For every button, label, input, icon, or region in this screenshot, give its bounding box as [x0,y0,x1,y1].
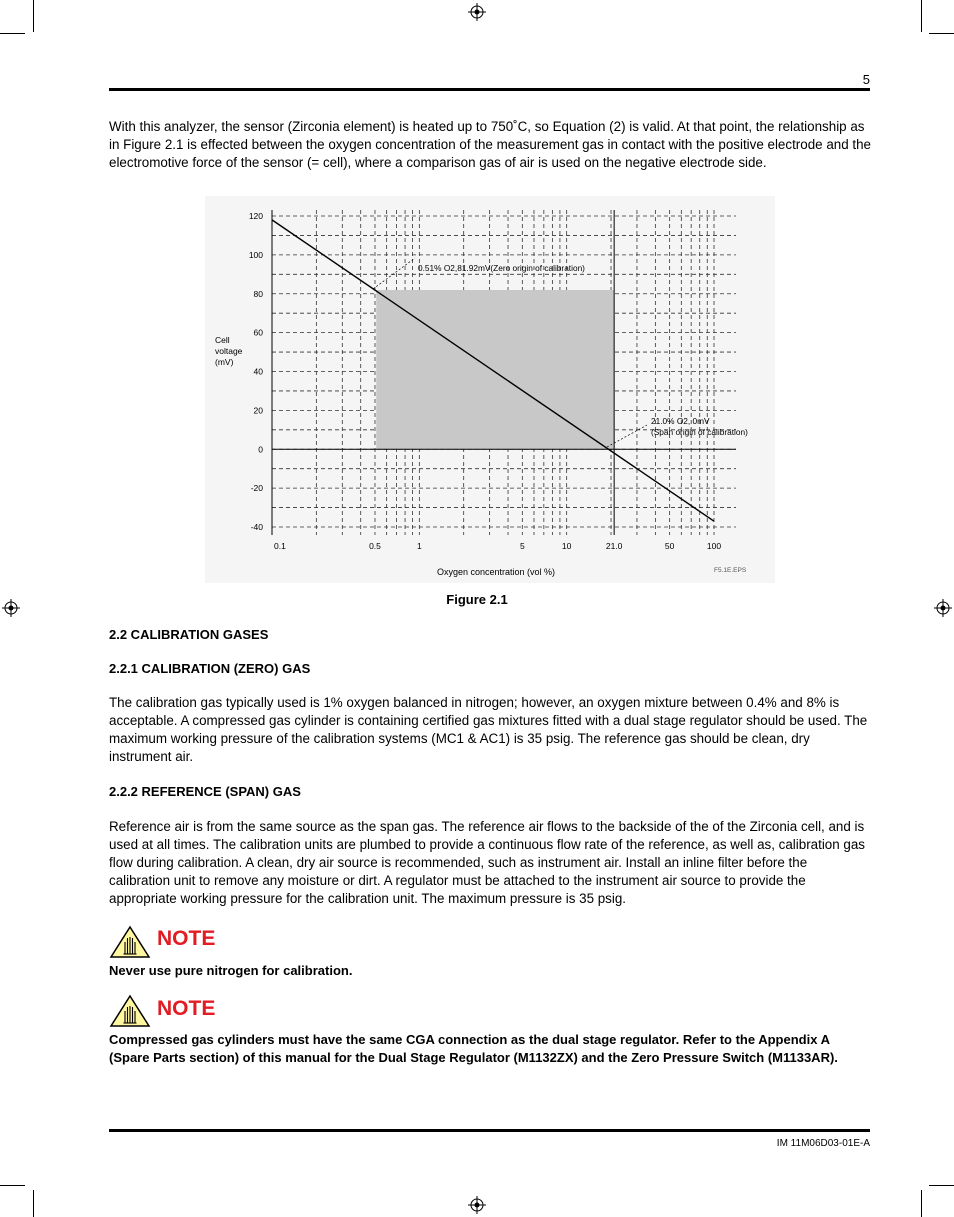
y-tick-label: -20 [250,483,263,494]
y-axis-label-line2: voltage [215,346,243,356]
registration-mark-icon [468,3,486,21]
intro-paragraph: With this analyzer, the sensor (Zirconia element) is heated up to 750˚C, so Equation (2) is valid. At that point, the relationship as in Figure 2.1 is effected between the oxygen concentration of the measurement gas in contact with the positive electrode and the electromotive force of the sensor (= cell), where a comparison gas of air is used on the negative electrode side. [109,119,871,170]
y-tick-label: 120 [248,211,263,221]
x-tick-label: 50 [664,541,675,551]
document-id: IM 11M06D03-01E-A [776,1138,870,1149]
x-tick-label: 5 [519,541,525,551]
y-tick-label: 0 [258,444,263,455]
crop-mark [0,1185,25,1186]
caution-hand-icon [109,925,151,959]
annotation-span-origin-line1: 21.0% O2, 0mV [651,416,710,426]
x-tick-label: 21.0 [605,541,623,551]
figure-caption: Figure 2.1 [446,592,508,607]
note-title: NOTE [157,927,216,950]
footer-rule [109,1129,870,1132]
y-tick-label: 80 [253,288,263,299]
crop-mark [33,0,34,32]
y-axis-label-line3: (mV) [215,357,234,367]
x-tick-label: 0.5 [369,541,381,551]
note-text: Never use pure nitrogen for calibration. [109,963,353,978]
y-tick-label: 20 [253,405,263,416]
note-title: NOTE [157,997,216,1020]
zero-gas-paragraph: The calibration gas typically used is 1% oxygen balanced in nitrogen; however, an oxygen mixture between 0.4% and 8% is acceptable. A compressed gas cylinder is containing certified gas mixtures fitted with a dual stage regulator should be used. The maximum working pressure of the calibration systems (MC1 & AC1) is 35 psig. The reference gas should be clean, dry instrument air. [109,695,868,764]
y-tick-label: 100 [248,249,263,260]
x-tick-label: 10 [561,541,572,551]
crop-mark [929,1185,954,1186]
caution-hand-icon [109,994,151,1028]
oxygen-voltage-chart [205,196,775,583]
y-tick-label: 60 [253,327,263,338]
annotation-span-origin-line2: (Span origin of calibration) [651,427,748,437]
annotation-zero-origin: 0.51% O2,81.92mV(Zero origin of calibration) [418,263,585,273]
calibration-range-region [376,290,614,449]
crop-mark [929,33,954,34]
section-heading-zero-gas: 2.2.1 CALIBRATION (ZERO) GAS [109,661,311,676]
crop-mark [0,33,25,34]
x-tick-label: 1 [416,541,422,551]
y-tick-label: 40 [253,366,263,377]
crop-mark [921,1190,922,1217]
note-text: Compressed gas cylinders must have the same CGA connection as the dual stage regulator. Refer to the Appendix A (Spare Parts section) of this manual for the Dual Stage Regulator (M1132ZX) and the Zero Pressure Switch (M1133AR). [109,1032,838,1065]
page-number: 5 [862,72,870,87]
file-tag: F5.1E.EPS [714,567,747,574]
section-heading-span-gas: 2.2.2 REFERENCE (SPAN) GAS [109,784,301,799]
x-tick-label: 0.1 [274,541,286,551]
span-gas-paragraph: Reference air is from the same source as the span gas. The reference air flows to the backside of the of the Zirconia cell, and is used at all times. The calibration units are plumbed to provide a continuous flow rate of the reference, as well as, calibration gas flow during calibration. A clean, dry air source is recommended, such as instrument air. Install an inline filter before the calibration unit to remove any moisture or dirt. A regulator must be attached to the instrument air source to provide the appropriate working pressure for the calibration unit. The maximum pressure is 35 psig. [109,819,865,906]
section-heading-calibration-gases: 2.2 CALIBRATION GASES [109,627,269,642]
x-tick-label: 100 [706,541,722,551]
crop-mark [33,1190,34,1217]
x-axis-label: Oxygen concentration (vol %) [437,567,556,577]
crop-mark [921,0,922,32]
registration-mark-icon [468,1196,486,1214]
y-tick-label: -40 [250,522,263,532]
y-axis-label-line1: Cell [215,335,230,345]
header-rule [109,88,870,91]
